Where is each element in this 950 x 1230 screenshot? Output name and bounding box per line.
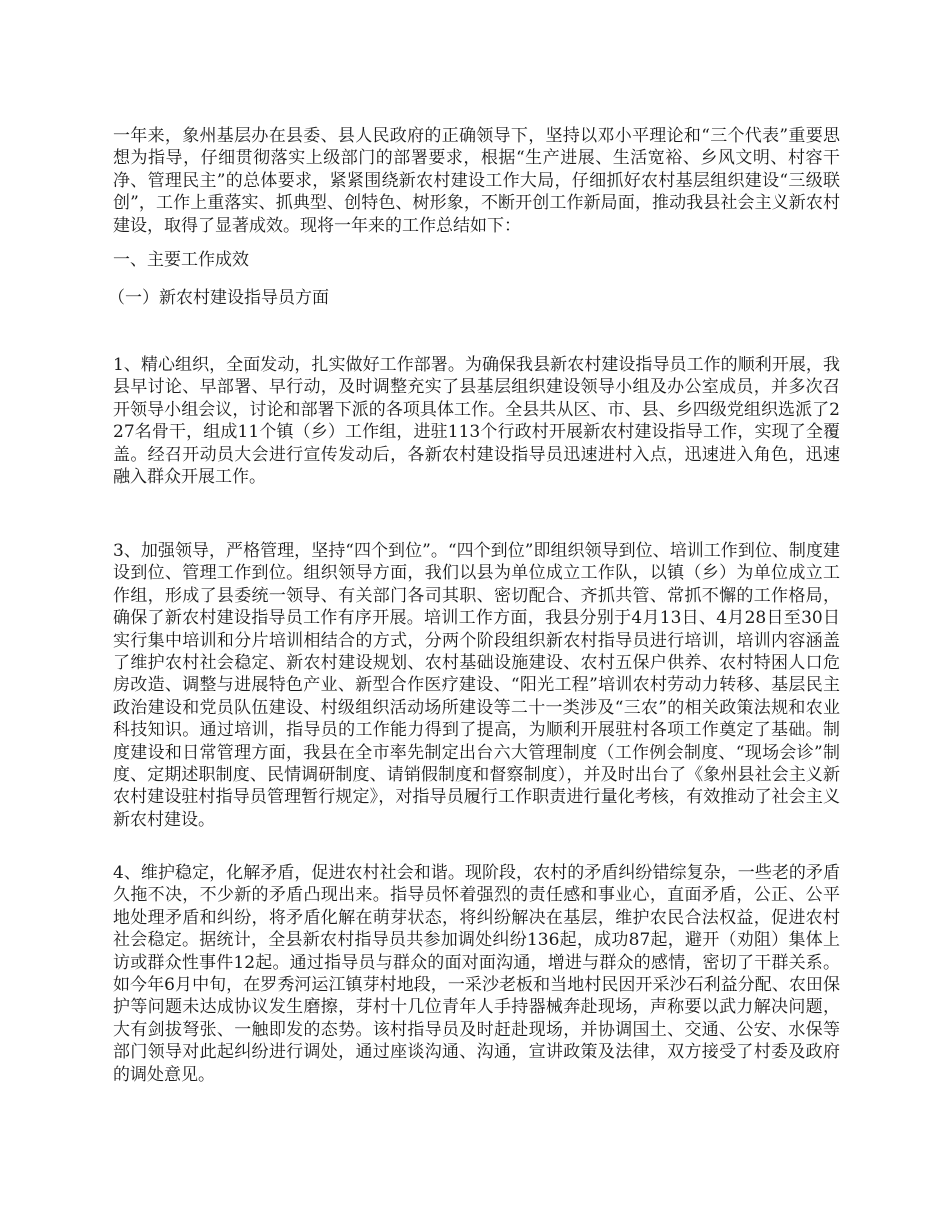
paragraph-4: 4、维护稳定，化解矛盾，促进农村社会和谐。现阶段，农村的矛盾纠纷错综复杂，一些老的矛盾久拖不决，不少新的矛盾凸现出来。指导员怀着强烈的责任感和事业心，直面矛盾，公正、公平地处理矛盾和纠纷，将矛盾化解在萌芽状态，将纠纷解决在基层，维护农民合法权益，促进农村社会稳定。据统计，全县新农村指导员共参加调处纠纷136起，成功87起，避开（劝阻）集体上访或群众性事件12起。通过指导员与群众的面对面沟通，增进与群众的感情，密切了干群关系。如今年6月中旬，在罗秀河运江镇芽村地段，一采沙老板和当地村民因开采沙石利益分配、农田保护等问题未达成协议发生磨擦，芽村十几位青年人手持器械奔赴现场，声称要以武力解决问题，大有剑拔弩张、一触即发的态势。该村指导员及时赶赴现场，并协调国土、交通、公安、水保等部门领导对此起纠纷进行调处，通过座谈沟通、沟通，宣讲政策及法律，双方接受了村委及政府的调处意见。 xyxy=(113,863,840,1085)
paragraph-3: 3、加强领导，严格管理，坚持“四个到位”。“四个到位”即组织领导到位、培训工作到位、制度建设到位、管理工作到位。组织领导方面，我们以县为单位成立工作队，以镇（乡）为单位成立工作组，形成了县委统一领导、有关部门各司其职、密切配合、齐抓共管、常抓不懈的工作格局，确保了新农村建设指导员工作有序开展。培训工作方面，我县分别于4月13日、4月28日至30日实行集中培训和分片培训相结合的方式，分两个阶段组织新农村指导员进行培训，培训内容涵盖了维护农村社会稳定、新农村建设规划、农村基础设施建设、农村五保户供养、农村特困人口危房改造、调整与进展特色产业、新型合作医疗建设、“阳光工程”培训农村劳动力转移、基层民主政治建设和党员队伍建设、村级组织活动场所建设等二十一类涉及“三农”的相关政策法规和农业科技知识。通过培训，指导员的工作能力得到了提高，为顺利开展驻村各项工作奠定了基础。制度建设和日常管理方面，我县在全市率先制定出台六大管理制度（工作例会制度、“现场会诊”制度、定期述职制度、民情调研制度、请销假制度和督察制度），并及时出台了《象州县社会主义新农村建设驻村指导员管理暂行规定》，对指导员履行工作职责进行量化考核，有效推动了社会主义新农村建设。 xyxy=(113,541,840,830)
section-heading: 一、主要工作成效 xyxy=(113,250,249,270)
paragraph-1: 1、精心组织，全面发动，扎实做好工作部署。为确保我县新农村建设指导员工作的顺利开展，我县早讨论、早部署、早行动，及时调整充实了县基层组织建设领导小组及办公室成员，并多次召开领导小组会议，讨论和部署下派的各项具体工作。全县共从区、市、县、乡四级党组织选派了227名骨干，组成11个镇（乡）工作组，进驻113个行政村开展新农村建设指导工作，实现了全覆盖。经召开动员大会进行宣传发动后，各新农村建设指导员迅速进村入点，迅速进入角色，迅速融入群众开展工作。 xyxy=(113,355,840,488)
subsection-heading: （一）新农村建设指导员方面 xyxy=(108,288,329,308)
intro-paragraph: 一年来，象州基层办在县委、县人民政府的正确领导下，坚持以邓小平理论和“三个代表”重要思想为指导，仔细贯彻落实上级部门的部署要求，根据“生产进展、生活宽裕、乡风文明、村容干净、管理民主”的总体要求，紧紧围绕新农村建设工作大局，仔细抓好农村基层组织建设“三级联创”，工作上重落实、抓典型、创特色、树形象，不断开创工作新局面，推动我县社会主义新农村建设，取得了显著成效。现将一年来的工作总结如下： xyxy=(113,126,840,236)
